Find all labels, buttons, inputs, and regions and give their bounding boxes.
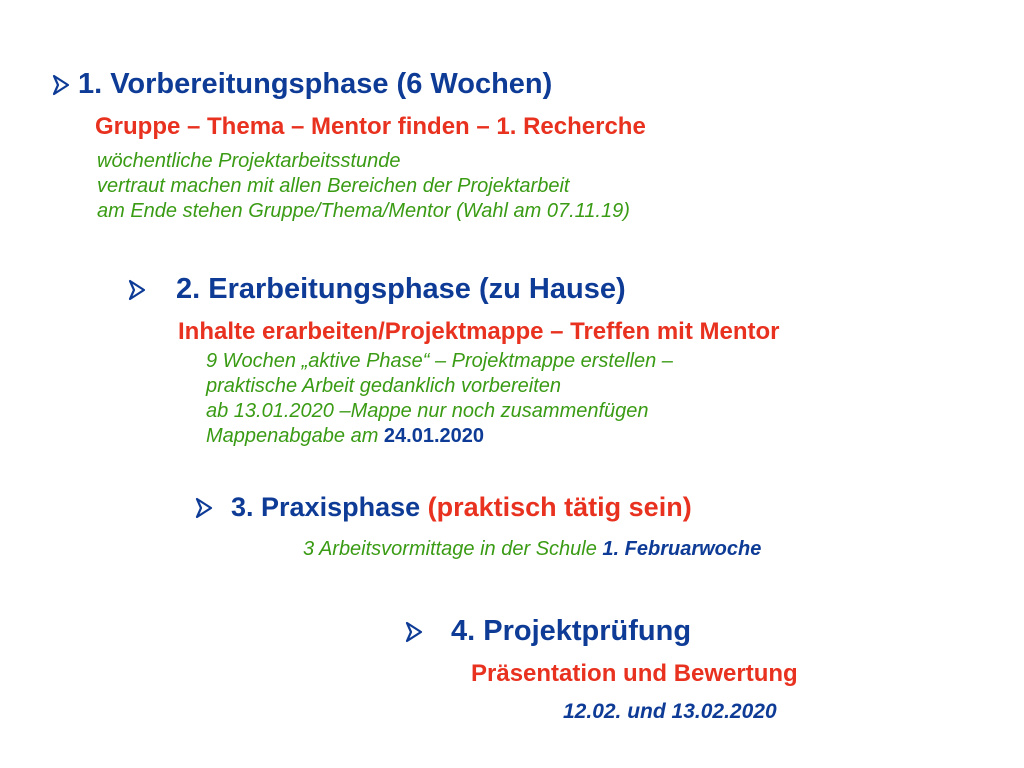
phase3-title: 3. Praxisphase: [231, 492, 428, 522]
phase4-subtitle: Präsentation und Bewertung: [471, 660, 798, 687]
phase1-line: vertraut machen mit allen Bereichen der Projektarbeit: [97, 175, 570, 197]
phase1-title: 1. Vorbereitungsphase (6 Wochen): [78, 68, 553, 100]
arrowhead-bullet-icon: [195, 492, 231, 523]
phase2-heading: [128, 273, 626, 306]
phase1-line: am Ende stehen Gruppe/Thema/Mentor (Wahl am 07.11.19): [97, 200, 630, 222]
phase4-dates: 12.02. und 13.02.2020: [563, 700, 777, 723]
arrowhead-bullet-icon: [128, 273, 176, 306]
phase1-heading: [52, 68, 552, 101]
phase3-heading: [195, 492, 692, 523]
phase4-title: 4. Projektprüfung: [451, 615, 692, 647]
arrowhead-bullet-icon: [52, 68, 78, 101]
phase3-title-note: (praktisch tätig sein): [427, 492, 692, 522]
phase1-subtitle: Gruppe – Thema – Mentor finden – 1. Recherche: [95, 113, 646, 140]
phase2-line: praktische Arbeit gedanklich vorbereiten: [206, 375, 562, 397]
phase2-line: 9 Wochen „aktive Phase“ – Projektmappe erstellen –: [206, 350, 673, 372]
phase2-title: 2. Erarbeitungsphase (zu Hause): [176, 273, 626, 305]
deadline-label: Mappenabgabe am: [206, 425, 384, 447]
phase3-details: [303, 537, 761, 562]
phase2-deadline: [206, 424, 673, 449]
phase4-heading: [405, 615, 691, 648]
phase1-details: [97, 149, 630, 224]
phase3-line: 3 Arbeitsvormittage in der Schule: [303, 538, 603, 560]
deadline-date: 24.01.2020: [383, 425, 485, 447]
phase3-week: 1. Februarwoche: [602, 538, 762, 560]
phase1-line: wöchentliche Projektarbeitsstunde: [97, 150, 401, 172]
phase2-line: ab 13.01.2020 –Mappe nur noch zusammenfügen: [206, 400, 649, 422]
phase2-subtitle: Inhalte erarbeiten/Projektmappe – Treffen mit Mentor: [178, 318, 780, 345]
arrowhead-bullet-icon: [405, 615, 451, 648]
phase2-details: [206, 349, 673, 449]
